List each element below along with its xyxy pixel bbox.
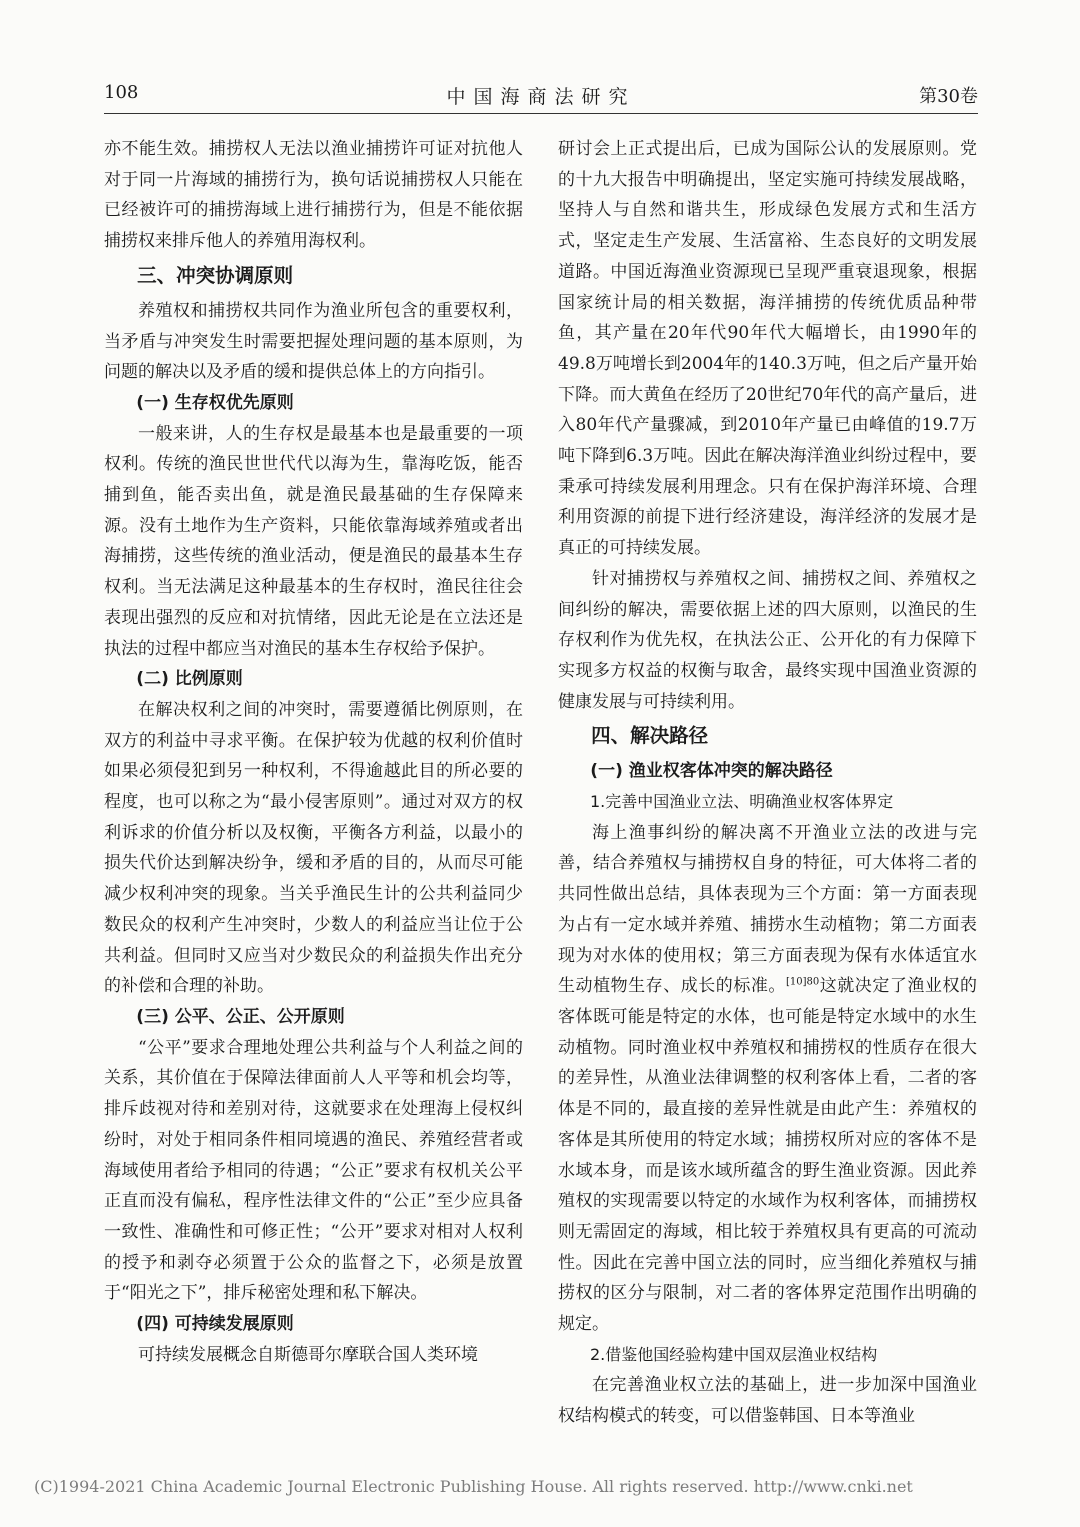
page-number: 108 <box>104 82 139 103</box>
citation: [10]80 <box>785 976 820 988</box>
paragraph: 在完善渔业权立法的基础上，进一步加深中国渔业权结构模式的转变，可以借鉴韩国、日本等渔业 <box>558 1375 977 1427</box>
section-heading: 四、解决路径 <box>591 724 709 748</box>
paragraph-text: 海上渔事纠纷的解决离不开渔业立法的改进与完善，结合养殖权与捕捞权自身的特征，可大体将二者的共同性做出总结，具体表现为三个方面：第一方面表现为占有一定水域并养殖、捕捞水生动植物；第二方面表现为对水体的使用权；第三方面表现为保有水体适宜水生动植物生存、成长的标准。 <box>558 822 977 997</box>
paragraph: 养殖权和捕捞权共同作为渔业所包含的重要权利，当矛盾与冲突发生时需要把握处理问题的基本原则，为问题的解决以及矛盾的缓和提供总体上的方向指引。 <box>104 300 523 383</box>
section-heading: 三、冲突协调原则 <box>137 263 294 287</box>
paragraph: 亦不能生效。捕捞权人无法以渔业捕捞许可证对抗他人对于同一片海域的捕捞行为，换句话说捕捞权人只能在已经被许可的捕捞海域上进行捕捞行为，但是不能依据捕捞权来排斥他人的养殖用海权利。 <box>104 139 523 252</box>
right-column <box>558 134 977 1432</box>
subsection-heading: (三) 公平、公正、公开原则 <box>136 1006 345 1027</box>
paragraph: 研讨会上正式提出后，已成为国际公认的发展原则。党的十九大报告中明确提出，坚定实施可持续发展战略，坚持人与自然和谐共生，形成绿色发展方式和生活方式，坚定走生产发展、生活富裕、生态良好的文明发展道路。中国近海渔业资源现已呈现严重衰退现象，根据国家统计局的相关数据，海洋捕捞的传统优质品种带鱼，其产量在20年代90年代大幅增长，由1990年的49.8万吨增长到2004年的140.3万吨，但之后产量开始下降。而大黄鱼在经历了20世纪70年代的高产量后，进入80年代产量骤减，到2010年产量已由峰值的19.7万吨下降到6.3万吨。因此在解决海洋渔业纠纷过程中，要秉承可持续发展利用理念。只有在保护海洋环境、合理利用资源的前提下进行经济建设，海洋经济的发展才是真正的可持续发展。 <box>558 139 977 559</box>
item-heading: 1.完善中国渔业立法、明确渔业权客体界定 <box>590 792 894 812</box>
header-rule <box>104 113 978 114</box>
subsection-heading: (四) 可持续发展原则 <box>136 1314 294 1335</box>
item-heading: 2.借鉴他国经验构建中国双层渔业权结构 <box>590 1344 878 1364</box>
left-column <box>104 134 523 1370</box>
subsection-heading: (一) 渔业权客体冲突的解决路径 <box>590 761 833 782</box>
paragraph <box>558 818 977 1340</box>
paragraph: “公平”要求合理地处理公共利益与个人利益之间的关系，其价值在于保障法律面前人人平等和机会均等，排斥歧视对待和差别对待，这就要求在处理海上侵权纠纷时，对处于相同条件相同境遇的渔民、养殖经营者或海域使用者给予相同的待遇；“公正”要求有权机关公平正直而没有偏私，程序性法律文件的“公正”至少应具备一致性、准确性和可修正性；“公开”要求对相对人权利的授予和剥夺必须置于公众的监督之下，必须是放置于“阳光之下”，排斥秘密处理和私下解决。 <box>104 1037 523 1304</box>
subsection-heading: (二) 比例原则 <box>136 669 243 690</box>
paragraph: 可持续发展概念自斯德哥尔摩联合国人类环境 <box>138 1344 478 1365</box>
subsection-heading: (一) 生存权优先原则 <box>136 392 294 413</box>
paragraph: 在解决权利之间的冲突时，需要遵循比例原则，在双方的利益中寻求平衡。在保护较为优越的权利价值时如果必须侵犯到另一种权利，不得逾越此目的所必要的程度，也可以称之为“最小侵害原则”。通过对双方的权利诉求的价值分析以及权衡，平衡各方利益，以最小的损失代价达到解决纷争，缓和矛盾的目的，从而尽可能减少权利冲突的现象。当关乎渔民生计的公共利益同少数民众的权利产生冲突时，少数人的利益应当让位于公共利益。但同时又应当对少数民众的利益损失作出充分的补偿和合理的补助。 <box>104 699 523 997</box>
copyright-footer: (C)1994-2021 China Academic Journal Electronic Publishing House. All rights reserved. http://www.cnki.net <box>34 1477 913 1496</box>
paragraph: 针对捕捞权与养殖权之间、捕捞权之间、养殖权之间纠纷的解决，需要依据上述的四大原则，以渔民的生存权利作为优先权，在执法公正、公开化的有力保障下实现多方权益的权衡与取舍，最终实现中国渔业资源的健康发展与可持续利用。 <box>558 568 977 712</box>
journal-title: 中国海商法研究 <box>446 86 636 108</box>
running-header <box>104 80 978 110</box>
paragraph: 一般来讲，人的生存权是最基本也是最重要的一项权利。传统的渔民世世代代以海为生，靠海吃饭，能否捕到鱼，能否卖出鱼，就是渔民最基础的生存保障来源。没有土地作为生产资料，只能依靠海域养殖或者出海捕捞，这些传统的渔业活动，便是渔民的最基本生存权利。当无法满足这种最基本的生存权时，渔民往往会表现出强烈的反应和对抗情绪，因此无论是在立法还是执法的过程中都应当对渔民的基本生存权给予保护。 <box>104 423 523 659</box>
paragraph-text: 这就决定了渔业权的客体既可能是特定的水体，也可能是特定水域中的水生动植物。同时渔业权中养殖权和捕捞权的性质存在很大的差异性，从渔业法律调整的权利客体上看，二者的客体是不同的，最直接的差异性就是由此产生：养殖权的客体是其所使用的特定水域；捕捞权所对应的客体不是水域本身，而是该水域所蕴含的野生渔业资源。因此养殖权的实现需要以特定的水域作为权利客体，而捕捞权则无需固定的海域，相比较于养殖权具有更高的可流动性。因此在完善中国立法的同时，应当细化养殖权与捕捞权的区分与限制，对二者的客体界定范围作出明确的规定。 <box>558 976 978 1335</box>
volume-label: 第30卷 <box>919 86 978 107</box>
